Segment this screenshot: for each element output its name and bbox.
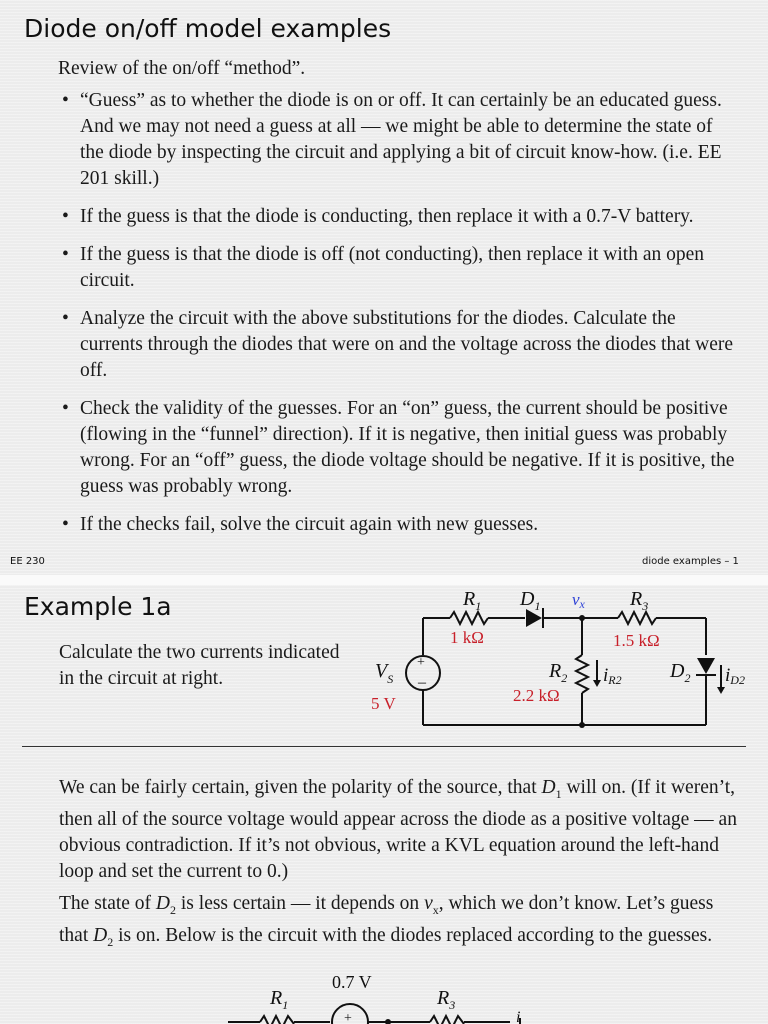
- circuit-diagram: [360, 585, 760, 735]
- footer-course: EE 230: [10, 556, 45, 567]
- resistor-r3-icon: [430, 1016, 464, 1024]
- example-prompt: Calculate the two currents indicated in the circuit at right.: [59, 642, 340, 689]
- svg-text:+: +: [417, 655, 425, 670]
- resistor-r2-icon: [576, 655, 588, 693]
- bullet-item: • If the guess is that the diode is off (not conducting), then replace it with an open circuit.: [62, 244, 705, 291]
- svg-text:2.2 kΩ: 2.2 kΩ: [513, 686, 560, 705]
- node-dot-icon: [579, 615, 585, 621]
- svg-text:iD2: iD2: [725, 665, 745, 687]
- bullet-dot-icon: •: [62, 308, 69, 329]
- bullet-dot-icon: •: [62, 90, 69, 111]
- bullet-item: • If the checks fail, solve the circuit again with new guesses.: [58, 512, 738, 538]
- bullet-item: • Analyze the circuit with the above substitutions for the diodes. Calculate the currents through the diodes that were on and the voltage across the diodes that were off.: [62, 308, 734, 381]
- paragraph-d2: The state of $D_2$ is less certain — it depends on $v_x$, which we don’t know. Let’s guess that $D_2$ is on. Below is the circuit with the diodes replaced according to the guesses.: [59, 893, 714, 949]
- resistor-r1-icon: [450, 612, 488, 624]
- bullet-dot-icon: •: [62, 398, 69, 419]
- svg-text:–: –: [418, 674, 426, 691]
- intro-text: Review of the on/off “method”.: [58, 58, 306, 79]
- svg-text:VS: $V_S$: [375, 660, 394, 686]
- bullet-item: • Check the validity of the guesses. For an “on” guess, the current should be positive (flowing in the “funnel” direction). If it is negative, then initial guess was probably wrong. For an “off” guess, the diode voltage should be negative. If it is positive, the guess was probably wrong.: [62, 398, 735, 497]
- slide-title: Diode on/off model examples: [24, 14, 392, 43]
- footer-page: diode examples – 1: [642, 556, 739, 567]
- svg-text:1.5 kΩ: 1.5 kΩ: [613, 631, 660, 650]
- svg-text:0.7 V: 0.7 V: [332, 972, 372, 992]
- arrow-ir2-icon: [593, 680, 601, 687]
- svg-text:R2: $R_2$: [549, 660, 568, 685]
- bullet-dot-icon: •: [62, 206, 69, 227]
- svg-text:i: i: [516, 1009, 521, 1024]
- diode-d2-icon: [697, 658, 715, 674]
- svg-text:+: +: [344, 1011, 352, 1024]
- slide-gap: [0, 575, 768, 585]
- resistor-r1-icon: [260, 1016, 294, 1024]
- bullet-dot-icon: •: [62, 514, 69, 535]
- svg-text:D2: $D_2$: [670, 660, 691, 685]
- svg-text:D1: $D_1$: [520, 588, 541, 613]
- arrow-id2-icon: [717, 687, 725, 694]
- bullet-item: • If the guess is that the diode is conducting, then replace it with a 0.7-V battery.: [58, 204, 738, 230]
- svg-text:R3: $R_3$: [630, 588, 649, 613]
- bullet-list: [58, 88, 738, 550]
- node-dot-icon: [579, 722, 585, 728]
- resistor-r3-icon: [618, 612, 656, 624]
- svg-text:1 kΩ: 1 kΩ: [450, 628, 484, 647]
- example-title: Example 1a: [24, 592, 172, 621]
- section-divider: [22, 746, 746, 747]
- bullet-dot-icon: •: [62, 244, 69, 265]
- svg-text:iR2: iR2: [603, 665, 622, 687]
- node-dot-icon: [385, 1019, 391, 1024]
- svg-text:R1: $R_1$: [463, 588, 482, 613]
- svg-text:R3: $R_3$: [437, 987, 456, 1012]
- circuit-diagram-2: [220, 966, 550, 1024]
- svg-text:5 V: 5 V: [371, 694, 396, 713]
- paragraph-d1: We can be fairly certain, given the polarity of the source, that $D_1$ will on. (If it weren’t, then all of the source voltage would appear across the diode as a positive voltage — an obvious contradiction. If it’s not obvious, write a KVL equation around the left-hand loop and set the current to 0.): [59, 777, 737, 882]
- svg-text:vx: vx: [572, 590, 585, 611]
- bullet-item: • “Guess” as to whether the diode is on or off. It can certainly be an educated guess. And we may not need a guess at all — we might be able to determine the state of the diode by inspecting the circuit and applying a bit of circuit know-how. (i.e. EE 201 skill.): [62, 90, 722, 189]
- svg-text:R1: $R_1$: [270, 987, 289, 1012]
